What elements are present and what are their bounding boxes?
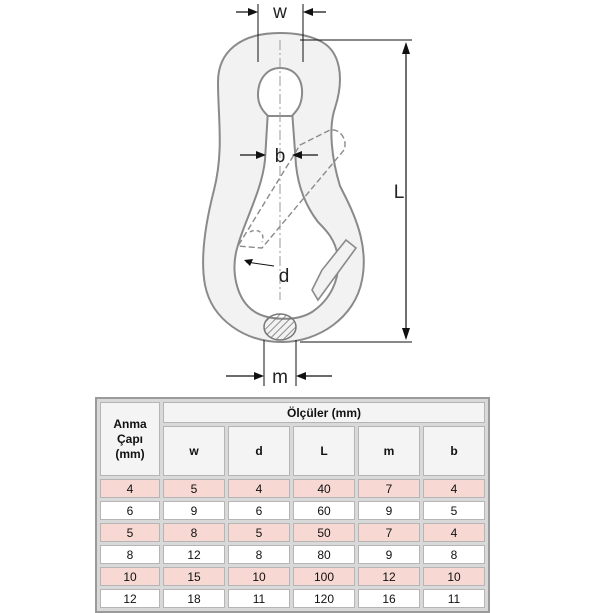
cell-w: 15 [163, 567, 225, 586]
dimensions-table [95, 397, 490, 613]
nominal-diameter-header [100, 402, 160, 476]
nominal-header-line-2: Çapı [116, 431, 143, 446]
cell-nominal: 8 [100, 545, 160, 564]
table-row [100, 523, 485, 542]
table-row [100, 567, 485, 586]
label-w: w [273, 2, 287, 23]
cell-L: 100 [293, 567, 355, 586]
cell-w: 18 [163, 589, 225, 608]
cell-m: 7 [358, 479, 420, 498]
cell-b: 8 [423, 545, 485, 564]
cell-L: 60 [293, 501, 355, 520]
cell-m: 12 [358, 567, 420, 586]
table-row [100, 479, 485, 498]
cell-m: 9 [358, 501, 420, 520]
cell-nominal: 12 [100, 589, 160, 608]
column-header-d: d [228, 426, 290, 476]
cell-d: 8 [228, 545, 290, 564]
label-m: m [272, 367, 288, 388]
cell-d: 10 [228, 567, 290, 586]
cell-w: 12 [163, 545, 225, 564]
label-L: L [393, 182, 405, 203]
cell-w: 9 [163, 501, 225, 520]
table-row [100, 545, 485, 564]
cell-d: 11 [228, 589, 290, 608]
label-d: d [278, 266, 290, 287]
cell-m: 7 [358, 523, 420, 542]
cell-d: 4 [228, 479, 290, 498]
cell-d: 5 [228, 523, 290, 542]
column-header-m: m [358, 426, 420, 476]
nominal-header-line-3: (mm) [115, 446, 145, 461]
cell-b: 4 [423, 479, 485, 498]
cell-w: 8 [163, 523, 225, 542]
cell-L: 40 [293, 479, 355, 498]
wire-section-hatched [264, 314, 296, 340]
cell-L: 80 [293, 545, 355, 564]
cell-b: 4 [423, 523, 485, 542]
cell-b: 11 [423, 589, 485, 608]
table-row [100, 501, 485, 520]
column-header-L: L [293, 426, 355, 476]
cell-L: 120 [293, 589, 355, 608]
cell-b: 10 [423, 567, 485, 586]
cell-nominal: 10 [100, 567, 160, 586]
column-header-w: w [163, 426, 225, 476]
cell-w: 5 [163, 479, 225, 498]
cell-nominal: 6 [100, 501, 160, 520]
column-header-b: b [423, 426, 485, 476]
cell-nominal: 5 [100, 523, 160, 542]
label-b: b [274, 146, 286, 167]
cell-b: 5 [423, 501, 485, 520]
cell-m: 16 [358, 589, 420, 608]
cell-d: 6 [228, 501, 290, 520]
cell-L: 50 [293, 523, 355, 542]
cell-m: 9 [358, 545, 420, 564]
dimension-m [226, 340, 332, 388]
cell-nominal: 4 [100, 479, 160, 498]
nominal-header-line-1: Anma [113, 416, 147, 431]
dimensions-group-header: Ölçüler (mm) [163, 402, 485, 423]
